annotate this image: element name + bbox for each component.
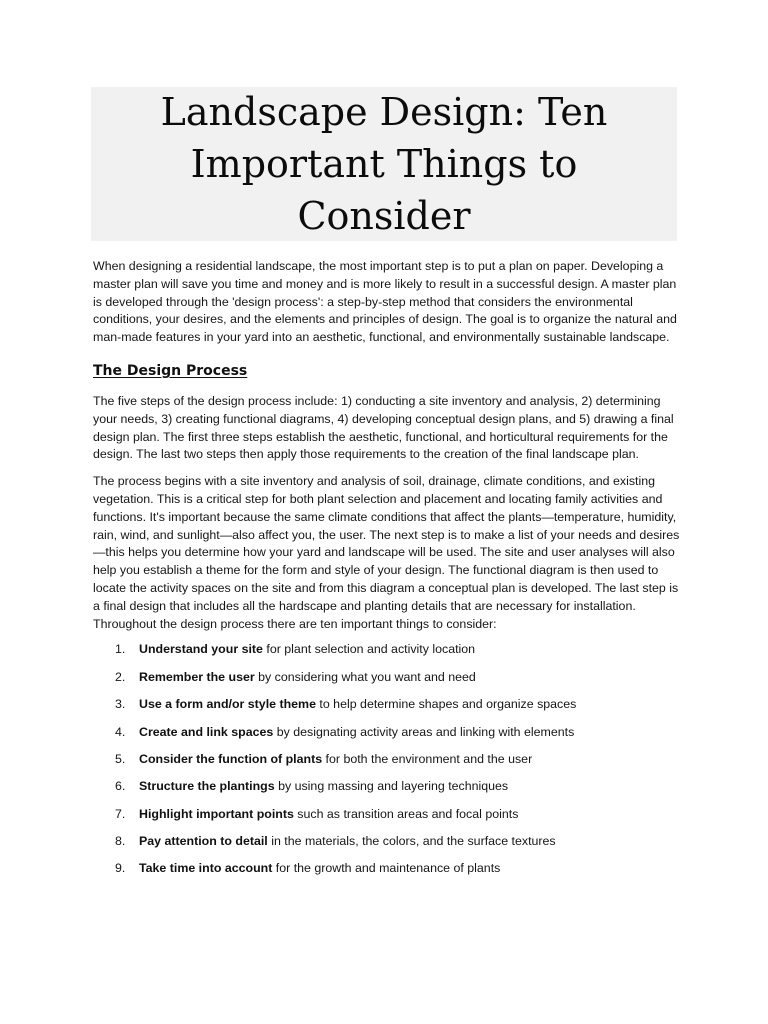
- list-item-number: 8.: [115, 834, 126, 849]
- list-item: [93, 641, 683, 659]
- intro-paragraph: When designing a residential landscape, the most important step is to put a plan on paper. Developing a master plan will save you time and money and is more likely to result in a successful design. A master plan is developed through the 'design process': a step-by-step method that considers the environmental conditions, your desires, and the elements and principles of design. The goal is to organize the natural and man-made features in your yard into an aesthetic, functional, and environmentally sustainable landscape.: [93, 259, 677, 345]
- design-steps-paragraph: The five steps of the design process include: 1) conducting a site inventory and analysis, 2) determining your needs, 3) creating functional diagrams, 4) developing conceptual design plans, and 5) drawing a final design plan. The first three steps establish the aesthetic, functional, and horticultural requirements for the design. The last two steps then apply those requirements to the creation of the final landscape plan.: [93, 393, 674, 462]
- list-item-number: 1.: [115, 642, 126, 657]
- document-body: [93, 258, 683, 888]
- list-item-bold: Use a form and/or style theme: [139, 697, 316, 712]
- list-item: [93, 860, 683, 878]
- list-item-text: such as transition areas and focal points: [293, 806, 519, 821]
- list-item-bold: Understand your site: [139, 642, 263, 657]
- list-item-text: for the growth and maintenance of plants: [272, 861, 501, 876]
- section-heading: The Design Process: [93, 362, 248, 379]
- list-item-number: 2.: [115, 669, 126, 684]
- document-title: Landscape Design: Ten Important Things to Consider: [160, 90, 608, 238]
- list-item-bold: Remember the user: [139, 669, 255, 684]
- list-item-bold: Take time into account: [139, 861, 273, 876]
- list-item-number: 4.: [115, 724, 126, 739]
- title-box: [91, 87, 677, 241]
- list-item-text: by considering what you want and need: [254, 669, 476, 684]
- list-item: [93, 724, 683, 742]
- list-item-number: 6.: [115, 779, 126, 794]
- list-item: [93, 696, 683, 714]
- list-item-bold: Create and link spaces: [139, 724, 274, 739]
- list-item-bold: Pay attention to detail: [139, 834, 268, 849]
- list-item-number: 7.: [115, 806, 126, 821]
- list-item-text: by designating activity areas and linking with elements: [273, 724, 575, 739]
- important-things-list: [93, 641, 683, 878]
- list-item: [93, 751, 683, 769]
- list-item-bold: Consider the function of plants: [139, 751, 323, 766]
- list-item-number: 3.: [115, 697, 126, 712]
- list-item-number: 9.: [115, 861, 126, 876]
- list-item-text: in the materials, the colors, and the surface textures: [267, 834, 556, 849]
- list-item-text: to help determine shapes and organize spaces: [315, 697, 577, 712]
- list-item: [93, 778, 683, 796]
- list-item: [93, 669, 683, 687]
- list-item: [93, 833, 683, 851]
- list-item-text: by using massing and layering techniques: [274, 779, 509, 794]
- list-item-number: 5.: [115, 751, 126, 766]
- list-item-bold: Highlight important points: [139, 806, 294, 821]
- list-item-text: for plant selection and activity location: [262, 642, 476, 657]
- process-paragraph: The process begins with a site inventory and analysis of soil, drainage, climate conditions, and existing vegetation. This is a critical step for both plant selection and placement and locating family activities and functions. It's important because the same climate conditions that affect the plants—temperature, humidity, rain, wind, and sunlight—also affect you, the user. The next step is to make a list of your needs and desires—this helps you determine how your yard and landscape will be used. The site and user analyses will also help you establish a theme for the form and style of your design. The functional diagram is then used to locate the activity spaces on the site and from this diagram a conceptual plan is developed. The last step is a final design that includes all the hardscape and planting details that are necessary for installation. Throughout the design process there are ten important things to consider:: [93, 474, 680, 631]
- list-item-text: for both the environment and the user: [322, 751, 533, 766]
- list-item: [93, 806, 683, 824]
- list-item-bold: Structure the plantings: [139, 779, 275, 794]
